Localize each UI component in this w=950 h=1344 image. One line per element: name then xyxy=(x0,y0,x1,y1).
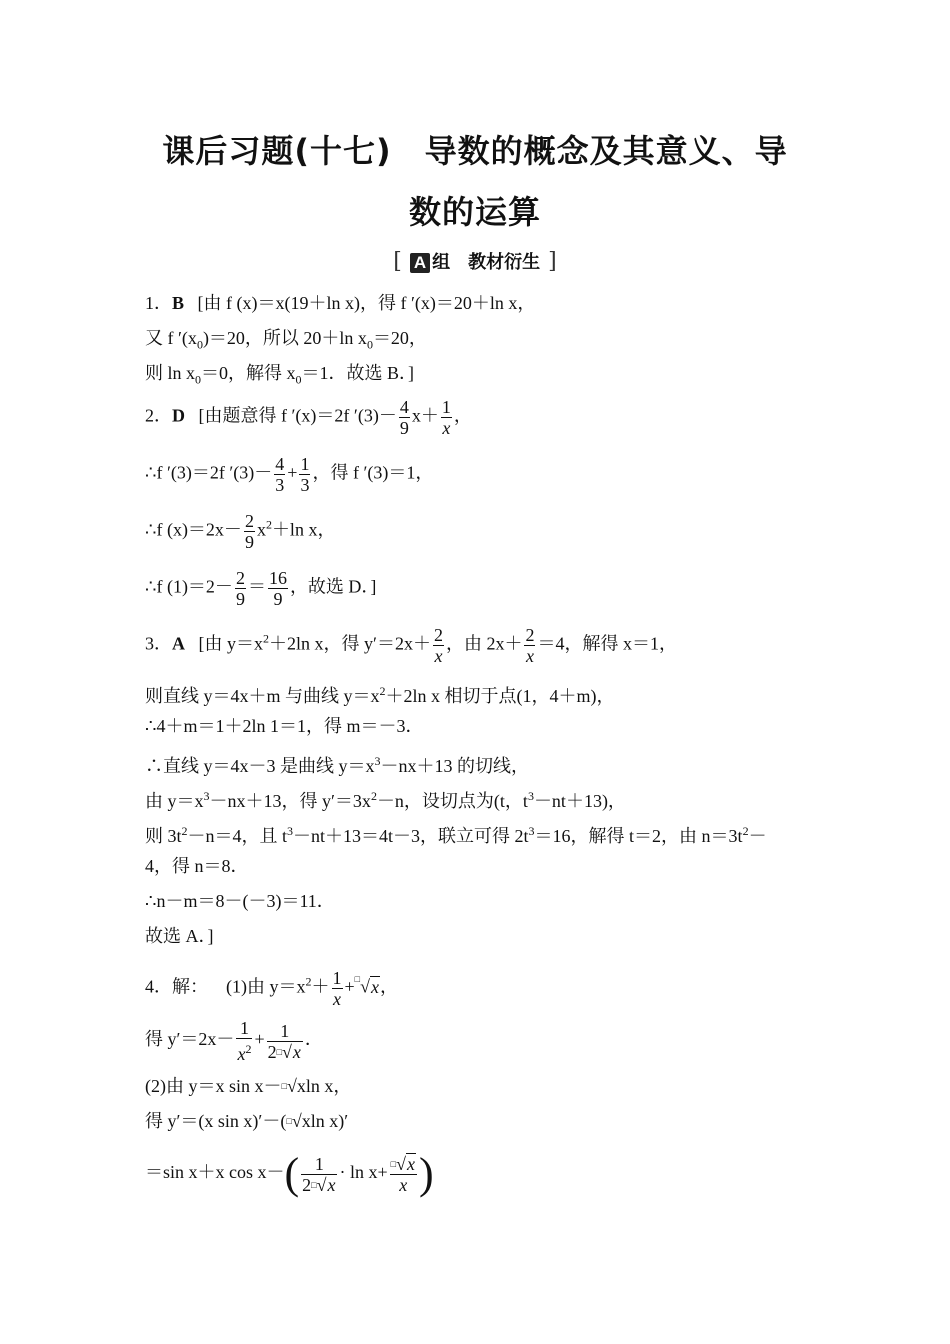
q1-answer: B xyxy=(172,293,185,313)
q4-text-3a: (2)由 y＝x sin x－ xyxy=(145,1076,282,1096)
group-right-bracket: ] xyxy=(548,249,557,274)
fraction-numerator: 1 xyxy=(301,1154,337,1175)
q3-text-6e: － xyxy=(748,826,767,846)
fraction-denominator: x xyxy=(399,1174,408,1195)
superscript: 3 xyxy=(528,824,535,838)
superscript: 2 xyxy=(245,1042,252,1056)
q1-sub-2b: 0 xyxy=(366,337,373,352)
fraction xyxy=(274,454,285,495)
superscript: 2 xyxy=(379,684,386,698)
root-index-box: □ xyxy=(281,1081,287,1091)
q2-text-2a: ∴f ′(3)＝2f ′(3)－ xyxy=(145,462,273,483)
q3-text-4a: ∴直线 y＝4x－3 是曲线 y＝x xyxy=(145,756,375,776)
root-index-box: □ xyxy=(390,1158,397,1169)
q4-number: 4． xyxy=(145,976,172,997)
fraction-denominator: x xyxy=(525,646,534,666)
group-left-bracket: [ xyxy=(393,249,402,274)
fraction xyxy=(268,568,288,609)
root-index-box: □ xyxy=(286,1116,292,1126)
q1-text-3a: 则 ln x xyxy=(145,363,196,383)
q4-text-5a: ＝sin x＋x cos x－ xyxy=(145,1162,285,1183)
fraction-numerator: 1 xyxy=(267,1021,303,1042)
q2-text-4b: ＝ xyxy=(247,576,266,597)
fraction-numerator: 2 xyxy=(433,625,443,645)
q2-line-1 xyxy=(145,397,472,438)
radical-sign: √ xyxy=(286,1076,297,1096)
q3-line-6 xyxy=(145,820,767,847)
root-index-box: □ xyxy=(354,974,361,984)
group-letter-badge: A xyxy=(410,253,430,273)
plus-sign: + xyxy=(344,976,355,997)
q2-line-3 xyxy=(145,511,335,552)
fraction xyxy=(524,625,535,666)
q3-text-6c: －nt＋13＝4t－3，联立可得 2t xyxy=(293,826,529,846)
q1-text-2a: 又 f ′(x xyxy=(145,328,197,348)
group-header xyxy=(0,248,950,274)
superscript: 3 xyxy=(203,789,210,803)
q4-text-1a: (1)由 y＝x xyxy=(226,976,306,997)
q3-line-3: ∴4＋m＝1＋2ln 1＝1，得 m＝－3． xyxy=(145,716,424,736)
q4-line-4 xyxy=(145,1110,348,1132)
q2-text-1a: [由题意得 f ′(x)＝2f ′(3)－ xyxy=(198,405,397,426)
q1-sub-2a: 0 xyxy=(196,337,203,352)
q3-text-1b: ＋2ln x，得 y′＝2x＋ xyxy=(269,633,431,654)
fraction-numerator: 2 xyxy=(235,568,245,588)
superscript: 3 xyxy=(374,754,381,768)
q3-line-5 xyxy=(145,785,626,812)
q3-text-5b: －nx＋13，得 y′＝3x xyxy=(209,791,371,811)
q3-answer: A xyxy=(172,633,185,654)
fraction xyxy=(236,1018,252,1064)
radicand: x xyxy=(406,1153,415,1174)
fraction-denominator: 3 xyxy=(300,475,310,495)
q3-text-6b: －n＝4，且 t xyxy=(187,826,288,846)
fraction xyxy=(301,1154,337,1195)
q1-text-1: [由 f (x)＝x(19＋ln x)，得 f ′(x)＝20＋ln x， xyxy=(197,293,536,313)
q4-line-3 xyxy=(145,1075,351,1097)
q3-text-1c: ，由 2x＋ xyxy=(445,633,523,654)
q3-line-2 xyxy=(145,680,615,707)
fraction-numerator: 2 xyxy=(525,625,535,645)
q1-number: 1． xyxy=(145,293,172,313)
superscript: 2 xyxy=(370,789,377,803)
q4-text-2c: ． xyxy=(304,1029,323,1050)
superscript: 2 xyxy=(742,824,749,838)
q2-text-4c: ，故选 D．] xyxy=(289,576,377,597)
fraction-numerator: 2 xyxy=(244,511,254,531)
root-index-box: □ xyxy=(311,1179,317,1190)
fraction-numerator: 1 xyxy=(300,454,310,474)
superscript: 3 xyxy=(527,789,534,803)
q3-line-9: 故选 A．] xyxy=(145,926,214,946)
fraction-denominator: 9 xyxy=(235,589,245,609)
page-title-line-2: 数的运算 xyxy=(408,193,541,231)
fraction xyxy=(299,454,310,495)
fraction-denominator xyxy=(236,1039,252,1064)
fraction xyxy=(235,568,246,609)
q4-text-1e: ， xyxy=(379,976,398,997)
q1-line-3 xyxy=(145,362,414,391)
q3-text-6d: ＝16，解得 t＝2，由 n＝3t xyxy=(534,826,743,846)
q3-line-8: ∴n－m＝8－(－3)＝11． xyxy=(145,891,335,911)
q3-text-4b: －nx＋13 的切线， xyxy=(380,756,529,776)
fraction-numerator: 1 xyxy=(332,968,342,988)
root-index-box: □ xyxy=(276,1046,283,1057)
radical-sign: √ xyxy=(360,976,370,997)
q2-text-3c: ＋ln x， xyxy=(271,519,336,540)
q3-text-5c: －n，设切点为(t，t xyxy=(376,791,528,811)
q2-answer: D xyxy=(172,405,185,426)
fraction xyxy=(244,511,255,552)
radicand: x xyxy=(327,1174,336,1195)
group-header-text: 组 教材衍生 xyxy=(432,252,541,273)
fraction-numerator: 4 xyxy=(399,397,409,417)
q2-text-4a: ∴f (1)＝2－ xyxy=(145,576,233,597)
q4-text-5b: · ln x+ xyxy=(339,1162,388,1183)
fraction-numerator: □√x xyxy=(390,1153,415,1174)
right-paren: ) xyxy=(418,1149,434,1198)
q1-text-2c: ＝20， xyxy=(372,328,427,348)
q3-line-7: 4，得 n＝8． xyxy=(145,856,249,876)
q3-line-1 xyxy=(145,625,677,666)
q2-line-2 xyxy=(145,454,433,495)
superscript: 3 xyxy=(287,824,294,838)
q2-text-2b: ，得 f ′(3)＝1， xyxy=(312,462,434,483)
fraction-denominator: 9 xyxy=(244,532,254,552)
q4-text-4b: xln x)′ xyxy=(301,1111,349,1131)
fraction-numerator: 4 xyxy=(275,454,285,474)
fraction xyxy=(399,397,410,438)
q3-number: 3． xyxy=(145,633,172,654)
fraction xyxy=(433,625,444,666)
fraction-denominator: x xyxy=(442,418,451,438)
fraction-denominator: 9 xyxy=(273,589,283,609)
q2-text-3a: ∴f (x)＝2x－ xyxy=(145,519,242,540)
plus-sign: + xyxy=(287,462,298,483)
fraction xyxy=(441,397,452,438)
fraction-numerator: 1 xyxy=(236,1018,252,1039)
q2-text-1b: x＋ xyxy=(411,405,439,426)
fraction-denominator: 9 xyxy=(399,418,409,438)
denominator-coefficient: 2 xyxy=(267,1041,277,1062)
q4-text-3b: xln x， xyxy=(296,1076,352,1096)
fraction xyxy=(332,968,343,1009)
superscript: 2 xyxy=(263,631,269,646)
q1-text-3b: ＝0，解得 x xyxy=(201,363,296,383)
radicand: x xyxy=(370,976,379,997)
q1-text-3c: ＝1．故选 B．] xyxy=(301,363,415,383)
q4-line-2 xyxy=(145,1018,323,1064)
q4-text-2a: 得 y′＝2x－ xyxy=(145,1029,235,1050)
fraction-denominator: 3 xyxy=(275,475,285,495)
superscript: 2 xyxy=(305,974,312,989)
fraction-denominator: x xyxy=(434,646,443,666)
plus-sign: + xyxy=(254,1029,265,1050)
q3-line-4 xyxy=(145,750,529,777)
q4-line-5 xyxy=(145,1149,434,1198)
q3-text-1a: [由 y＝x xyxy=(198,633,263,654)
fraction xyxy=(267,1021,303,1062)
q2-number: 2． xyxy=(145,405,172,426)
denominator-coefficient: 2 xyxy=(302,1174,312,1195)
q2-line-4 xyxy=(145,568,376,609)
q1-line-1 xyxy=(145,292,535,314)
q4-text-1b: ＋ xyxy=(311,976,330,997)
q4-answer: 解： xyxy=(172,976,208,998)
q4-line-1 xyxy=(145,968,398,1009)
q1-sub-3a: 0 xyxy=(195,372,202,387)
q1-text-2b: )＝20，所以 20＋ln x xyxy=(202,328,367,348)
q3-text-5a: 由 y＝x xyxy=(145,791,204,811)
fraction-denominator: 2□√x xyxy=(302,1174,336,1195)
superscript: 2 xyxy=(181,824,188,838)
q1-sub-3b: 0 xyxy=(295,372,302,387)
q3-text-5d: －nt＋13)， xyxy=(533,791,626,811)
q4-text-4a: 得 y′＝(x sin x)′－( xyxy=(145,1111,287,1131)
q2-text-3b: x xyxy=(256,519,266,540)
q3-text-2b: ＋2ln x 相切于点(1，4＋m)， xyxy=(385,686,615,706)
q3-text-6a: 则 3t xyxy=(145,826,182,846)
fraction-denominator: 2□√x xyxy=(267,1041,301,1062)
fraction xyxy=(390,1154,417,1195)
left-paren: ( xyxy=(284,1149,300,1198)
radical-sign: √ xyxy=(291,1111,302,1131)
fraction-numerator: 1 xyxy=(441,397,451,417)
q3-text-1d: ＝4，解得 x＝1， xyxy=(537,633,677,654)
q2-text-1c: ， xyxy=(453,405,472,426)
page-title-line-1: 课后习题(十七) 导数的概念及其意义、导 xyxy=(162,132,788,170)
q1-line-2 xyxy=(145,327,427,356)
fraction-denominator: x xyxy=(333,989,341,1009)
fraction-numerator: 16 xyxy=(268,568,287,588)
superscript: 2 xyxy=(265,517,272,532)
radicand: x xyxy=(292,1041,301,1062)
denominator-x: x xyxy=(237,1044,246,1064)
q3-text-2a: 则直线 y＝4x＋m 与曲线 y＝x xyxy=(145,686,380,706)
